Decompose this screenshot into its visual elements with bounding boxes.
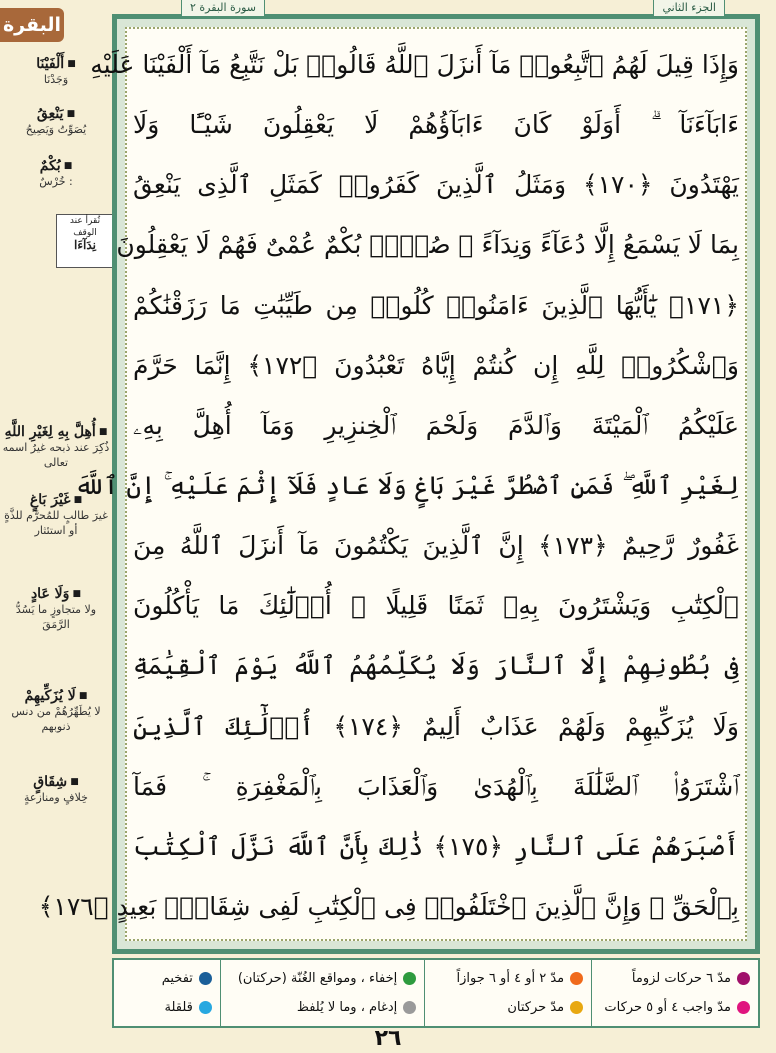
legend-item [433, 971, 583, 986]
note-word: ■ يَنْعِقُ [2, 106, 110, 122]
legend-label: قلقلة [164, 1000, 193, 1015]
note-text: ولا متجاوزٍ ما يَسُدُّ الرَّمَقَ [15, 603, 97, 631]
legend-item [122, 1000, 212, 1015]
verse-line: ءَابَآءَنَآ ۗ أَوَلَوْ كَانَ ءَابَآؤُهُمْ لَا يَعْقِلُونَ شَيْـًٔا وَلَا [133, 110, 739, 140]
pause-note-line: الوقف [73, 228, 97, 238]
verse-line: أَصْبَرَهُمْ عَلَى ٱلنَّارِ ﴿١٧٥﴾ ذَٰلِكَ بِأَنَّ ٱللَّهَ نَزَّلَ ٱلْكِتَٰبَ [133, 831, 739, 861]
note-text: لا يُطَهِّرُهُمْ من دنس ذنوبهم [11, 705, 101, 733]
legend-item [600, 971, 750, 986]
note-text: يُصَوِّتُ وَيَصِيحُ [25, 123, 87, 136]
surah-name-tab: البقرة [0, 8, 64, 42]
note-text: : خُرْسٌ [39, 175, 73, 188]
verse-line: بِمَا لَا يَسْمَعُ إِلَّا دُعَآءً وَنِدَآءً ۚ صُمٌّۢ بُكْمٌ عُمْىٌ فَهُمْ لَا يَعْقِلُونَ [116, 230, 739, 260]
note-text: غيرَ طالبٍ للمُحرَّم للذَّةٍ أو استئثار [4, 509, 108, 537]
legend-column [220, 960, 424, 1026]
legend-label: مدّ ٢ أو ٤ أو ٦ جوازاً [456, 971, 565, 986]
color-dot-icon [737, 972, 750, 985]
legend-item [122, 971, 212, 986]
verse-line: بِٱلْحَقِّ ۗ وَإِنَّ ٱلَّذِينَ ٱخْتَلَفُوا۟ فِى ٱلْكِتَٰبِ لَفِى شِقَاقٍۭ بَعِيدٍ ﴿١٧٦﴾ [38, 891, 739, 921]
margin-note [2, 158, 110, 189]
color-dot-icon [570, 1001, 583, 1014]
note-word: ■ لَا يُزَكِّيهِمْ [2, 688, 110, 704]
note-word: ■ شِقَاقٍ [2, 774, 110, 790]
verse-line: يَهْتَدُونَ ﴿١٧٠﴾ وَمَثَلُ ٱلَّذِينَ كَفَرُوا۟ كَمَثَلِ ٱلَّذِى يَنْعِقُ [133, 170, 739, 200]
pause-reading-note [56, 214, 114, 268]
note-text: ذُكِرَ عند ذبحه غيرُ اسمه تعالى [2, 441, 110, 469]
color-dot-icon [199, 1001, 212, 1014]
color-dot-icon [570, 972, 583, 985]
legend-label: تفخيم [161, 971, 193, 986]
tajweed-legend [112, 958, 760, 1028]
verse-line: ٱشْتَرَوُا۟ ٱلضَّلَٰلَةَ بِٱلْهُدَىٰ وَٱلْعَذَابَ بِٱلْمَغْفِرَةِ ۚ فَمَآ [133, 771, 739, 801]
legend-item [433, 1000, 583, 1015]
color-dot-icon [403, 972, 416, 985]
verse-line: وَٱشْكُرُوا۟ لِلَّهِ إِن كُنتُمْ إِيَّاهُ تَعْبُدُونَ ﴿١٧٢﴾ إِنَّمَا حَرَّمَ [133, 350, 739, 380]
verse-line: عَلَيْكُمُ ٱلْمَيْتَةَ وَٱلدَّمَ وَلَحْمَ ٱلْخِنزِيرِ وَمَآ أُهِلَّ بِهِۦ [133, 410, 739, 440]
juz-header: الجزء الثاني [653, 0, 725, 17]
margin-note [2, 586, 110, 632]
legend-item [229, 971, 416, 986]
pause-note-word: نِدَآءَا [74, 238, 96, 252]
color-dot-icon [403, 1001, 416, 1014]
legend-item [229, 1000, 416, 1015]
legend-column [424, 960, 591, 1026]
verse-line: فِى بُطُونِهِمْ إِلَّا ٱلنَّارَ وَلَا يُكَلِّمُهُمُ ٱللَّهُ يَوْمَ ٱلْقِيَٰمَةِ [133, 651, 739, 681]
margin-note [2, 688, 110, 734]
verse-line: ﴿١٧١﴾ يَٰٓأَيُّهَا ٱلَّذِينَ ءَامَنُوا۟ كُلُوا۟ مِن طَيِّبَٰتِ مَا رَزَقْنَٰكُمْ [133, 290, 739, 320]
legend-item [600, 1000, 750, 1015]
margin-note [2, 774, 110, 805]
color-dot-icon [737, 1001, 750, 1014]
verse-line: ٱلْكِتَٰبِ وَيَشْتَرُونَ بِهِۦ ثَمَنًا قَلِيلًا ۙ أُو۟لَٰٓئِكَ مَا يَأْكُلُونَ [133, 591, 739, 621]
note-word: ■ وَلَا عَادٍ [2, 586, 110, 602]
note-word: ■ أُهِلَّ بِهِ لِغَيْرِ اللَّهِ [2, 424, 110, 440]
verse-line: لِغَيْرِ ٱللَّهِ ۖ فَمَنِ ٱضْطُرَّ غَيْرَ بَاغٍ وَلَا عَادٍ فَلَآ إِثْمَ عَلَيْهِ ۚ إِنَّ ٱللَّهَ [74, 470, 739, 500]
note-word: ■ غَيْرَ بَاغٍ [2, 492, 110, 508]
legend-label: مدّ واجب ٤ أو ٥ حركات [604, 1000, 731, 1015]
verse-line: وَإِذَا قِيلَ لَهُمُ ٱتَّبِعُوا۟ مَآ أَنزَلَ ٱللَّهُ قَالُوا۟ بَلْ نَتَّبِعُ مَآ أَلْفَيْنَا عَلَيْهِ [90, 50, 739, 79]
legend-label: إدغام ، وما لا يُلفظ [296, 1000, 398, 1015]
legend-label: مدّ ٦ حركات لزوماً [631, 971, 731, 986]
margin-note [2, 106, 110, 137]
note-text: وَجَدْنَا [43, 73, 69, 86]
page-number: ٢٦ [374, 1026, 402, 1051]
verse-line: وَلَا يُزَكِّيهِمْ وَلَهُمْ عَذَابٌ أَلِيمٌ ﴿١٧٤﴾ أُو۟لَٰٓئِكَ ٱلَّذِينَ [133, 711, 739, 741]
color-dot-icon [199, 972, 212, 985]
surah-header: سورة البقرة ٢ [181, 0, 265, 17]
pause-note-line: تُقرأ عند [69, 216, 101, 226]
legend-column [114, 960, 220, 1026]
legend-label: إخفاء ، ومواقع الغُنّة (حركتان) [237, 971, 398, 986]
note-word: ■ بُكْمٌ [2, 158, 110, 174]
legend-column [591, 960, 758, 1026]
legend-label: مدّ حركتان [507, 1000, 565, 1015]
note-text: خِلافٍ ومنازعةٍ [24, 791, 88, 804]
verse-line: غَفُورٌ رَّحِيمٌ ﴿١٧٣﴾ إِنَّ ٱلَّذِينَ يَكْتُمُونَ مَآ أَنزَلَ ٱللَّهُ مِنَ [133, 531, 739, 561]
note-word: ■ أَلْفَيْنَا [2, 56, 110, 72]
